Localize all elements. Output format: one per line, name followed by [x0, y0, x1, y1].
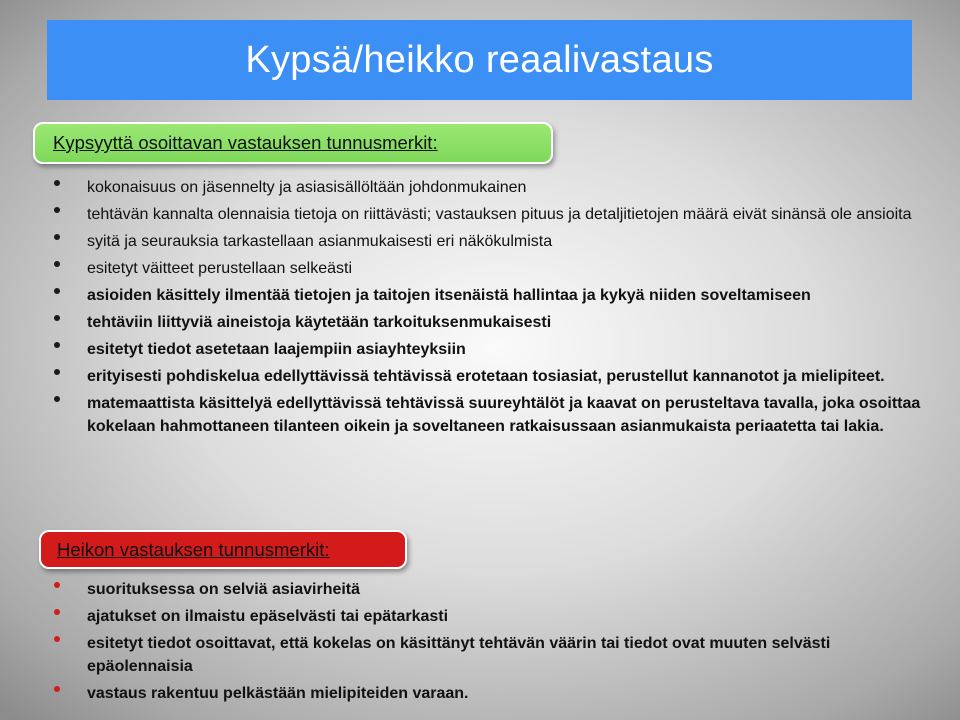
- list-item: ajatukset on ilmaistu epäselvästi tai epätarkasti: [0, 606, 960, 629]
- bullet-icon: [54, 396, 60, 402]
- bad-answer-heading-text: Heikon vastauksen tunnusmerkit:: [57, 538, 330, 560]
- list-item: syitä ja seurauksia tarkastellaan asianmukaisesti eri näkökulmista: [0, 231, 960, 254]
- list-item: suorituksessa on selviä asiavirheitä: [0, 579, 960, 602]
- bullet-icon: [54, 369, 60, 375]
- bullet-icon: [54, 686, 60, 692]
- list-item: vastaus rakentuu pelkästään mielipiteiden varaan.: [0, 683, 960, 706]
- list-item: esitetyt tiedot asetetaan laajempiin asiayhteyksiin: [0, 339, 960, 362]
- good-answer-heading-text: Kypsyyttä osoittavan vastauksen tunnusmerkit:: [53, 132, 438, 153]
- list-item: esitetyt väitteet perustellaan selkeästi: [0, 258, 960, 281]
- bullet-icon: [54, 582, 60, 588]
- page-title: Kypsä/heikko reaalivastaus: [245, 38, 714, 81]
- list-item: tehtäviin liittyviä aineistoja käytetään tarkoituksenmukaisesti: [0, 312, 960, 335]
- list-item: tehtävän kannalta olennaisia tietoja on riittävästi; vastauksen pituus ja detaljitietojen määrä eivät sinänsä ole ansioita: [0, 204, 960, 227]
- bullet-icon: [54, 234, 60, 240]
- bullet-icon: [54, 261, 60, 267]
- list-item: kokonaisuus on jäsennelty ja asiasisällöltään johdonmukainen: [0, 177, 960, 200]
- bullet-icon: [54, 315, 60, 321]
- list-item: erityisesti pohdiskelua edellyttävissä tehtävissä erotetaan tosiasiat, perustellut kannanotot ja mielipiteet.: [0, 366, 960, 389]
- good-answer-heading: [33, 122, 553, 164]
- title-banner: [47, 20, 912, 100]
- bad-answer-list: [0, 579, 960, 710]
- bullet-icon: [54, 207, 60, 213]
- bullet-icon: [54, 180, 60, 186]
- bad-answer-heading: [39, 530, 407, 569]
- list-item: asioiden käsittely ilmentää tietojen ja taitojen itsenäistä hallintaa ja kykyä niiden soveltamiseen: [0, 285, 960, 308]
- bullet-icon: [54, 288, 60, 294]
- bullet-icon: [54, 342, 60, 348]
- list-item: esitetyt tiedot osoittavat, että kokelas on käsittänyt tehtävän väärin tai tiedot ovat muuten selvästi epäolennaisia: [0, 633, 960, 678]
- bullet-icon: [54, 609, 60, 615]
- good-answer-list: [0, 177, 960, 443]
- list-item: matemaattista käsittelyä edellyttävissä tehtävissä suureyhtälöt ja kaavat on perusteltava tavalla, joka osoittaa kokelaan hahmottaneen tilanteen oikein ja soveltaneen ratkaisussaan asianmukaista periaatetta tai lakia.: [0, 393, 960, 438]
- bullet-icon: [54, 636, 60, 642]
